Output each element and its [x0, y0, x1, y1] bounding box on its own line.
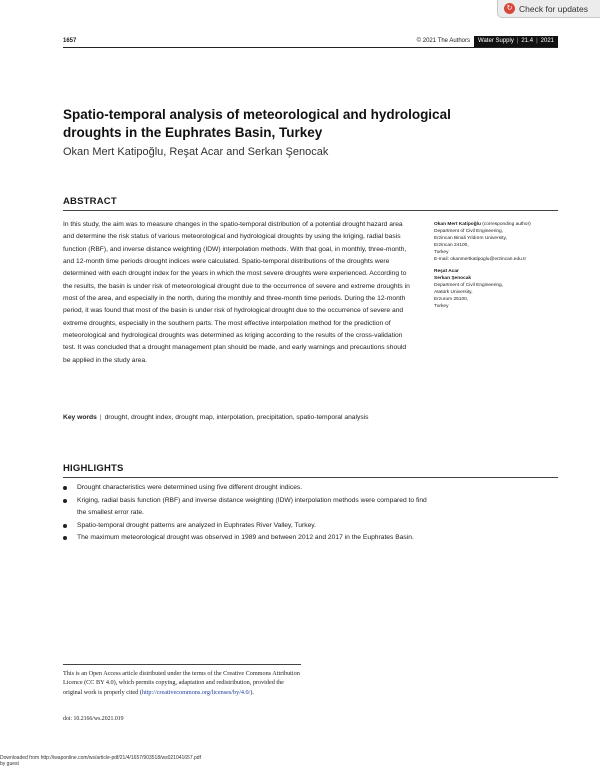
abstract-divider	[63, 210, 558, 211]
header-divider	[63, 47, 558, 48]
license-text-end: ).	[250, 688, 254, 696]
footnote-divider	[63, 664, 301, 665]
affiliation-line: Turkey	[434, 249, 449, 255]
affiliation-line: Erzincan 24100,	[434, 242, 469, 248]
keywords-label: Key words	[63, 414, 97, 421]
journal-badge: Water Supply | 21.4 | 2021	[474, 36, 558, 47]
author-affiliations	[434, 222, 564, 311]
highlight-text: The maximum meteorological drought was observed in 1989 and between 2012 and 2017 in the Euphrates Basin.	[77, 534, 414, 542]
affiliation-line: Department of Civil Engineering,	[434, 228, 504, 234]
affiliation-author-name: Okan Mert Katipoğlu	[434, 222, 481, 227]
highlights-list	[63, 482, 433, 545]
article-authors: Okan Mert Katipoğlu, Reşat Acar and Serkan Şenocak	[63, 146, 329, 158]
highlight-item	[63, 495, 433, 520]
keywords: Key words | drought, drought index, drought map, interpolation, precipitation, spatio-temporal analysis	[63, 412, 415, 424]
download-user: by guest	[0, 760, 19, 767]
article-title: Spatio-temporal analysis of meteorological and hydrological droughts in the Euphrates Basin, Turkey	[63, 107, 451, 140]
affiliation-line: Department of Civil Engineering,	[434, 283, 504, 289]
corresponding-note: (corresponding author)	[480, 222, 531, 227]
highlight-item	[63, 482, 433, 495]
download-notice	[0, 756, 300, 767]
affiliation-block	[434, 269, 564, 310]
journal-header	[63, 35, 558, 47]
affiliation-author-name: Reşat Acar	[434, 269, 459, 275]
affiliation-email: E-mail: okanmertkatipoglu@erzincan.edu.tr	[434, 256, 527, 262]
publication-year: 2021	[540, 38, 554, 44]
affiliation-line: Atatürk University,	[434, 290, 473, 296]
affiliation-line: Erzincan Binali Yıldırım University,	[434, 235, 507, 241]
keywords-list: drought, drought index, drought map, interpolation, precipitation, spatio-temporal analysis	[104, 414, 369, 421]
doi: doi: 10.2166/ws.2021.019	[63, 716, 124, 722]
license-link[interactable]: http://creativecommons.org/licenses/by/4.0/	[141, 688, 251, 696]
affiliation-line: Erzurum 25100,	[434, 297, 469, 303]
bullet-icon	[63, 499, 67, 503]
affiliation-author-name: Serkan Şenocak	[434, 276, 472, 282]
highlights-heading: HIGHLIGHTS	[63, 463, 124, 474]
highlight-item	[63, 532, 433, 545]
abstract-body: In this study, the aim was to measure changes in the spatio-temporal distribution of a potential drought hazard area and determine the risk status of various meteorological and hydrological droughts by using the kriging, radial basis function (RBF), and inverse distance weighting (IDW) interpolation methods. With that goal, in monthly, three-month, and 12-month time periods drought indices were calculated. Spatio-temporal distributions of the droughts were determined with each drought index for the years in which the most severe droughts were experienced. According to the results, the basin is under risk of meteorological drought due to the occurrence of severe and extreme droughts in most of the area, and especially in the north, during the monthly and three-month time periods. During the 12-month period, it was found that most of the basin is under risk of hydrological drought due to the occurrence of severe and extreme droughts, especially in the southern parts. The most effective interpolation method for the prediction of meteorological and hydrological droughts was determined as kriging according to the results of the cross-validation test. It was concluded that a drought management plan should be made, and early warnings and precautions should be applied in the study area.	[63, 221, 410, 364]
download-source: Downloaded from http://iwaponline.com/ws/article-pdf/21/4/1657/903518/ws021041657.pdf	[0, 755, 201, 761]
highlights-divider	[63, 477, 558, 478]
volume-issue: 21.4	[521, 38, 534, 44]
highlight-item	[63, 520, 433, 533]
check-for-updates-label: Check for updates	[519, 3, 588, 14]
page-number: 1657	[63, 38, 77, 44]
bullet-icon	[63, 524, 67, 528]
license-text: This is an Open Access article distributed under the terms of the Creative Commons Attribution Licence (CC BY 4.0), which permits copying, adaptation and redistribution, provided the original work is properly cited (	[63, 670, 300, 696]
highlight-text: Spatio-temporal drought patterns are analyzed in Euphrates River Valley, Turkey.	[77, 521, 317, 529]
highlight-text: Kriging, radial basis function (RBF) and inverse distance weighting (IDW) interpolation methods were compared to find the smallest error rate.	[77, 496, 427, 517]
journal-name: Water Supply	[478, 38, 514, 44]
bullet-icon	[63, 486, 67, 490]
abstract-heading: ABSTRACT	[63, 196, 117, 207]
highlight-text: Drought characteristics were determined using five different drought indices.	[77, 484, 303, 491]
affiliation-block	[434, 222, 564, 263]
copyright-notice: © 2021 The Authors	[416, 38, 471, 44]
refresh-check-icon: ↻	[504, 3, 515, 14]
license-notice	[63, 669, 303, 697]
bullet-icon	[63, 536, 67, 540]
check-for-updates-button[interactable]	[497, 0, 600, 18]
affiliation-line: Turkey	[434, 303, 449, 309]
